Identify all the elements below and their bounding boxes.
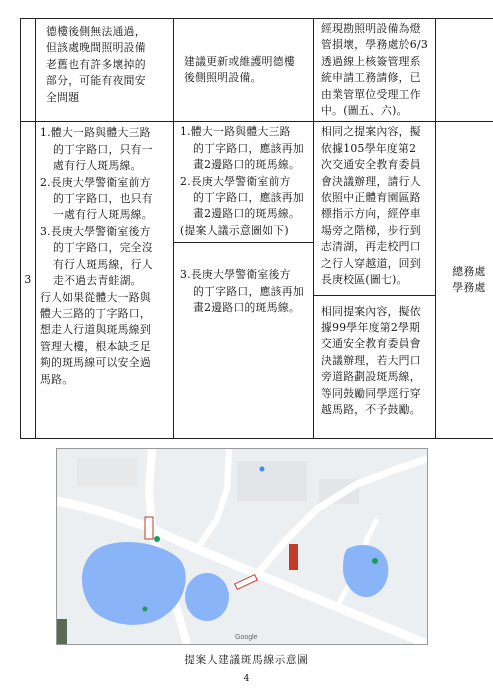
table-row <box>21 122 493 439</box>
table-row <box>21 19 493 122</box>
issue-text-line: 行人如果從體大一路與 <box>40 290 151 304</box>
response-text-line: 由業管單位受理工作 <box>321 87 421 101</box>
row-number: 3 <box>24 273 32 287</box>
response-cell <box>314 122 436 439</box>
suggestion-item-line: 的丁字路口，應該再加 <box>193 284 304 298</box>
response-text-line: 依據105學年度第2 <box>321 141 417 155</box>
map-building <box>77 457 137 487</box>
issue-text-line: 德樓後側無法通過， <box>46 25 146 38</box>
issue-item-line: 3.長庚大學警衛室後方 <box>40 224 151 238</box>
issue-text-line: 部分，可能有夜間安 <box>46 74 146 88</box>
suggestion-cell <box>174 122 314 439</box>
crosswalk-marker <box>145 517 153 539</box>
issue-item-line: 一處有行人斑馬線。 <box>53 208 153 222</box>
issue-item-line: 1.體大一路與體大三路 <box>40 126 151 140</box>
response-text-line: 相同之提案內容，擬 <box>321 125 421 139</box>
response-text-line: 志清湖，再走校門口 <box>321 240 421 254</box>
response-text-line: 越馬路，不予鼓勵。 <box>321 402 421 416</box>
issue-text-line: 體大三路的丁字路口， <box>40 306 151 320</box>
response-text-line: 決議辦理，若大門口 <box>321 353 421 367</box>
issue-text-line: 夠的斑馬線可以安全過 <box>40 356 151 370</box>
response-text-line: 長庚校區(圖七)。 <box>321 273 408 287</box>
response-text-line: 次交通安全教育委員 <box>321 158 421 172</box>
issue-item-line: 的丁字路口，也只有 <box>53 192 153 206</box>
google-logo: Google <box>235 634 258 641</box>
map-pin-icon <box>154 536 160 542</box>
response-text-line: 經現勘照明設備為燈 <box>321 22 421 35</box>
issue-item-line: 的丁字路口，完全沒 <box>53 241 153 255</box>
response-text-line: 等同鼓勵同學逕行穿 <box>321 386 421 400</box>
map-building <box>237 461 307 501</box>
suggestion-item <box>180 174 309 223</box>
suggestion-item-line: 畫2邊路口的斑馬線。 <box>193 158 301 172</box>
issue-text-line: 但該處晚間照明設備 <box>46 41 146 55</box>
issue-item-line: 走不過去青蛙湖。 <box>53 274 142 288</box>
suggestion-item <box>180 267 309 316</box>
map-pin-icon <box>260 467 265 472</box>
department-name: 總務處 <box>452 264 486 278</box>
response-text-line: 據99學年度第2學期 <box>321 320 421 334</box>
department-cell <box>436 122 493 439</box>
row-number-cell <box>21 19 36 122</box>
issue-text-line: 馬路。 <box>40 372 74 386</box>
response-text-line: 中。(圖五、六)。 <box>321 104 408 118</box>
lake <box>185 573 229 621</box>
issue-text-line: 管理大樓，根本缺乏足 <box>40 339 151 353</box>
issue-text-line: 想走人行道與斑馬線到 <box>40 323 151 337</box>
suggestion-top <box>174 122 313 243</box>
response-cell <box>314 19 436 122</box>
department-cell <box>436 19 493 122</box>
suggestion-text-line: 後側照明設備。 <box>184 71 262 85</box>
response-text-line: 場旁之階梯，步行到 <box>321 223 421 237</box>
response-text-line: 依照中正體育園區路 <box>321 191 421 205</box>
suggestion-item-line: 的丁字路口，應該再加 <box>193 191 304 205</box>
map-canvas <box>57 449 427 644</box>
issue-item <box>40 175 170 224</box>
row-number-cell <box>21 122 36 439</box>
map-pin-icon <box>143 607 148 612</box>
issue-cell <box>36 19 174 122</box>
issue-cell <box>36 122 174 439</box>
issue-item <box>40 224 170 290</box>
issue-item-line: 的丁字路口，只有一 <box>53 142 153 156</box>
issue-item-line: 2.長庚大學警衛室前方 <box>40 175 151 189</box>
issue-item-line: 有行人斑馬線，行人 <box>53 257 153 271</box>
response-text-line: 交通安全教育委員會 <box>321 337 421 351</box>
department-name: 學務處 <box>452 281 486 295</box>
response-text-line: 之行人穿越道，回到 <box>321 256 421 270</box>
suggestion-item-line: 2.長庚大學警衛室前方 <box>180 174 291 188</box>
suggestion-cell <box>174 19 314 122</box>
suggestion-item-line: 1.體大一路與體大三路 <box>180 125 291 139</box>
issue-text-line: 老舊也有許多壞掉的 <box>46 57 146 71</box>
response-text-line: 透過線上核簽管理系 <box>321 54 421 68</box>
suggestion-text-line: 建議更新或維護明德樓 <box>184 54 295 68</box>
suggestion-bottom <box>174 243 313 318</box>
response-text-line: 相同提案內容，擬依 <box>321 304 421 318</box>
response-text-line: 會決議辦理，請行人 <box>321 174 421 188</box>
suggestion-item-line: 3.長庚大學警衛室後方 <box>180 268 291 282</box>
crosswalk-map <box>56 448 428 645</box>
issue-item <box>40 125 170 174</box>
map-pin-icon <box>372 558 378 564</box>
page-number: 4 <box>243 674 250 684</box>
response-text-line: 標指示方向，經停車 <box>321 207 421 221</box>
map-caption: 提案人建議斑馬線示意圖 <box>184 654 309 666</box>
suggestion-item-line: 的丁字路口，應該再加 <box>193 141 304 155</box>
response-text-line: 統申請工務請修，已 <box>321 71 421 85</box>
crosswalk-marker <box>289 544 298 570</box>
proposal-table <box>20 18 493 439</box>
suggestion-item <box>180 124 309 173</box>
suggestion-item-line: 畫2邊路口的斑馬線。 <box>193 301 301 315</box>
response-text-line: 管損壞，學務處於6/3 <box>321 38 429 52</box>
map-photo-thumbnail <box>57 619 67 644</box>
issue-text-line: 全問題 <box>46 90 80 104</box>
suggestion-note: (提案人議示意圖如下) <box>180 223 289 237</box>
response-text-line: 旁道路劃設斑馬線， <box>321 370 421 384</box>
suggestion-item-line: 畫2邊路口的斑馬線。 <box>193 207 301 221</box>
issue-item-line: 處有行人斑馬線。 <box>53 159 142 173</box>
